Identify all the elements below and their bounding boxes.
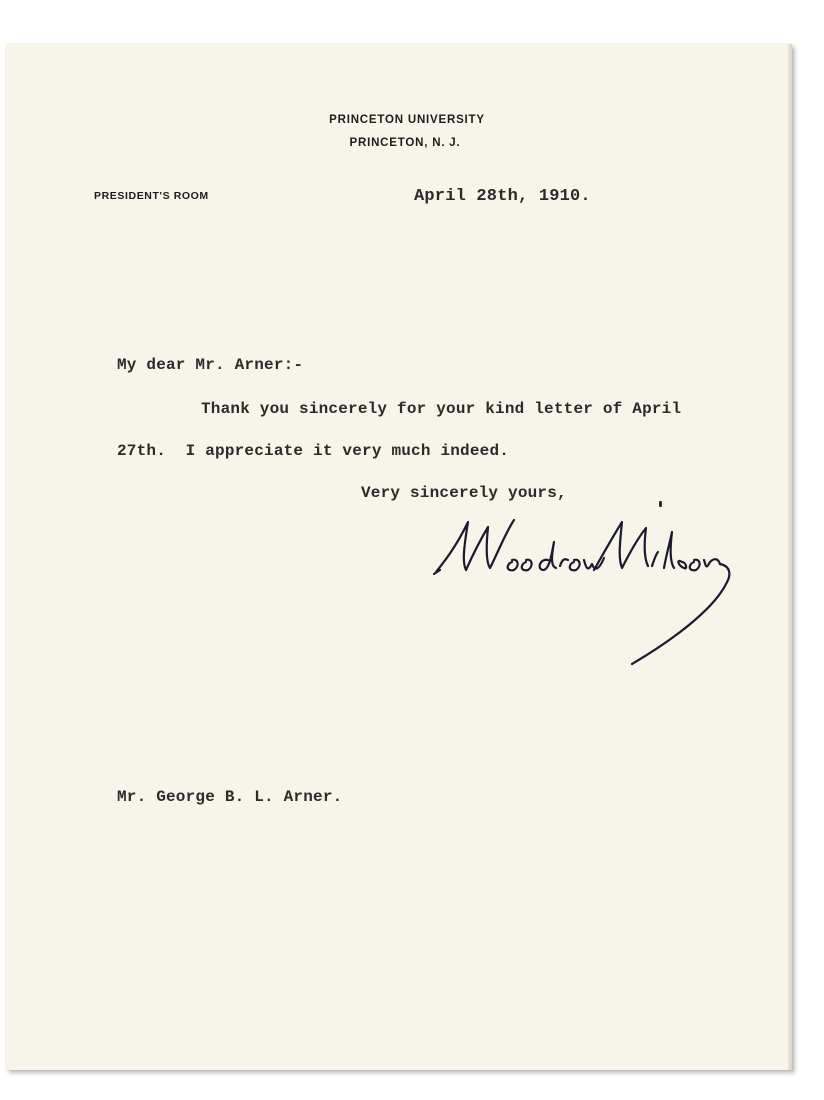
letter-body-line-1: Thank you sincerely for your kind letter of April: [201, 400, 682, 418]
letterhead-institution: PRINCETON UNIVERSITY: [329, 114, 485, 126]
letter-date: April 28th, 1910.: [414, 187, 591, 206]
letter-body-line-2: 27th. I appreciate it very much indeed.: [117, 442, 510, 460]
letter-salutation: My dear Mr. Arner:-: [117, 356, 304, 374]
letter-recipient: Mr. George B. L. Arner.: [117, 788, 343, 806]
letterhead-location: PRINCETON, N. J.: [349, 137, 461, 149]
letter-page: [6, 44, 792, 1070]
handwritten-signature: [426, 492, 736, 672]
letterhead-office: PRESIDENT'S ROOM: [94, 190, 209, 202]
letter-closing: Very sincerely yours,: [361, 484, 567, 502]
